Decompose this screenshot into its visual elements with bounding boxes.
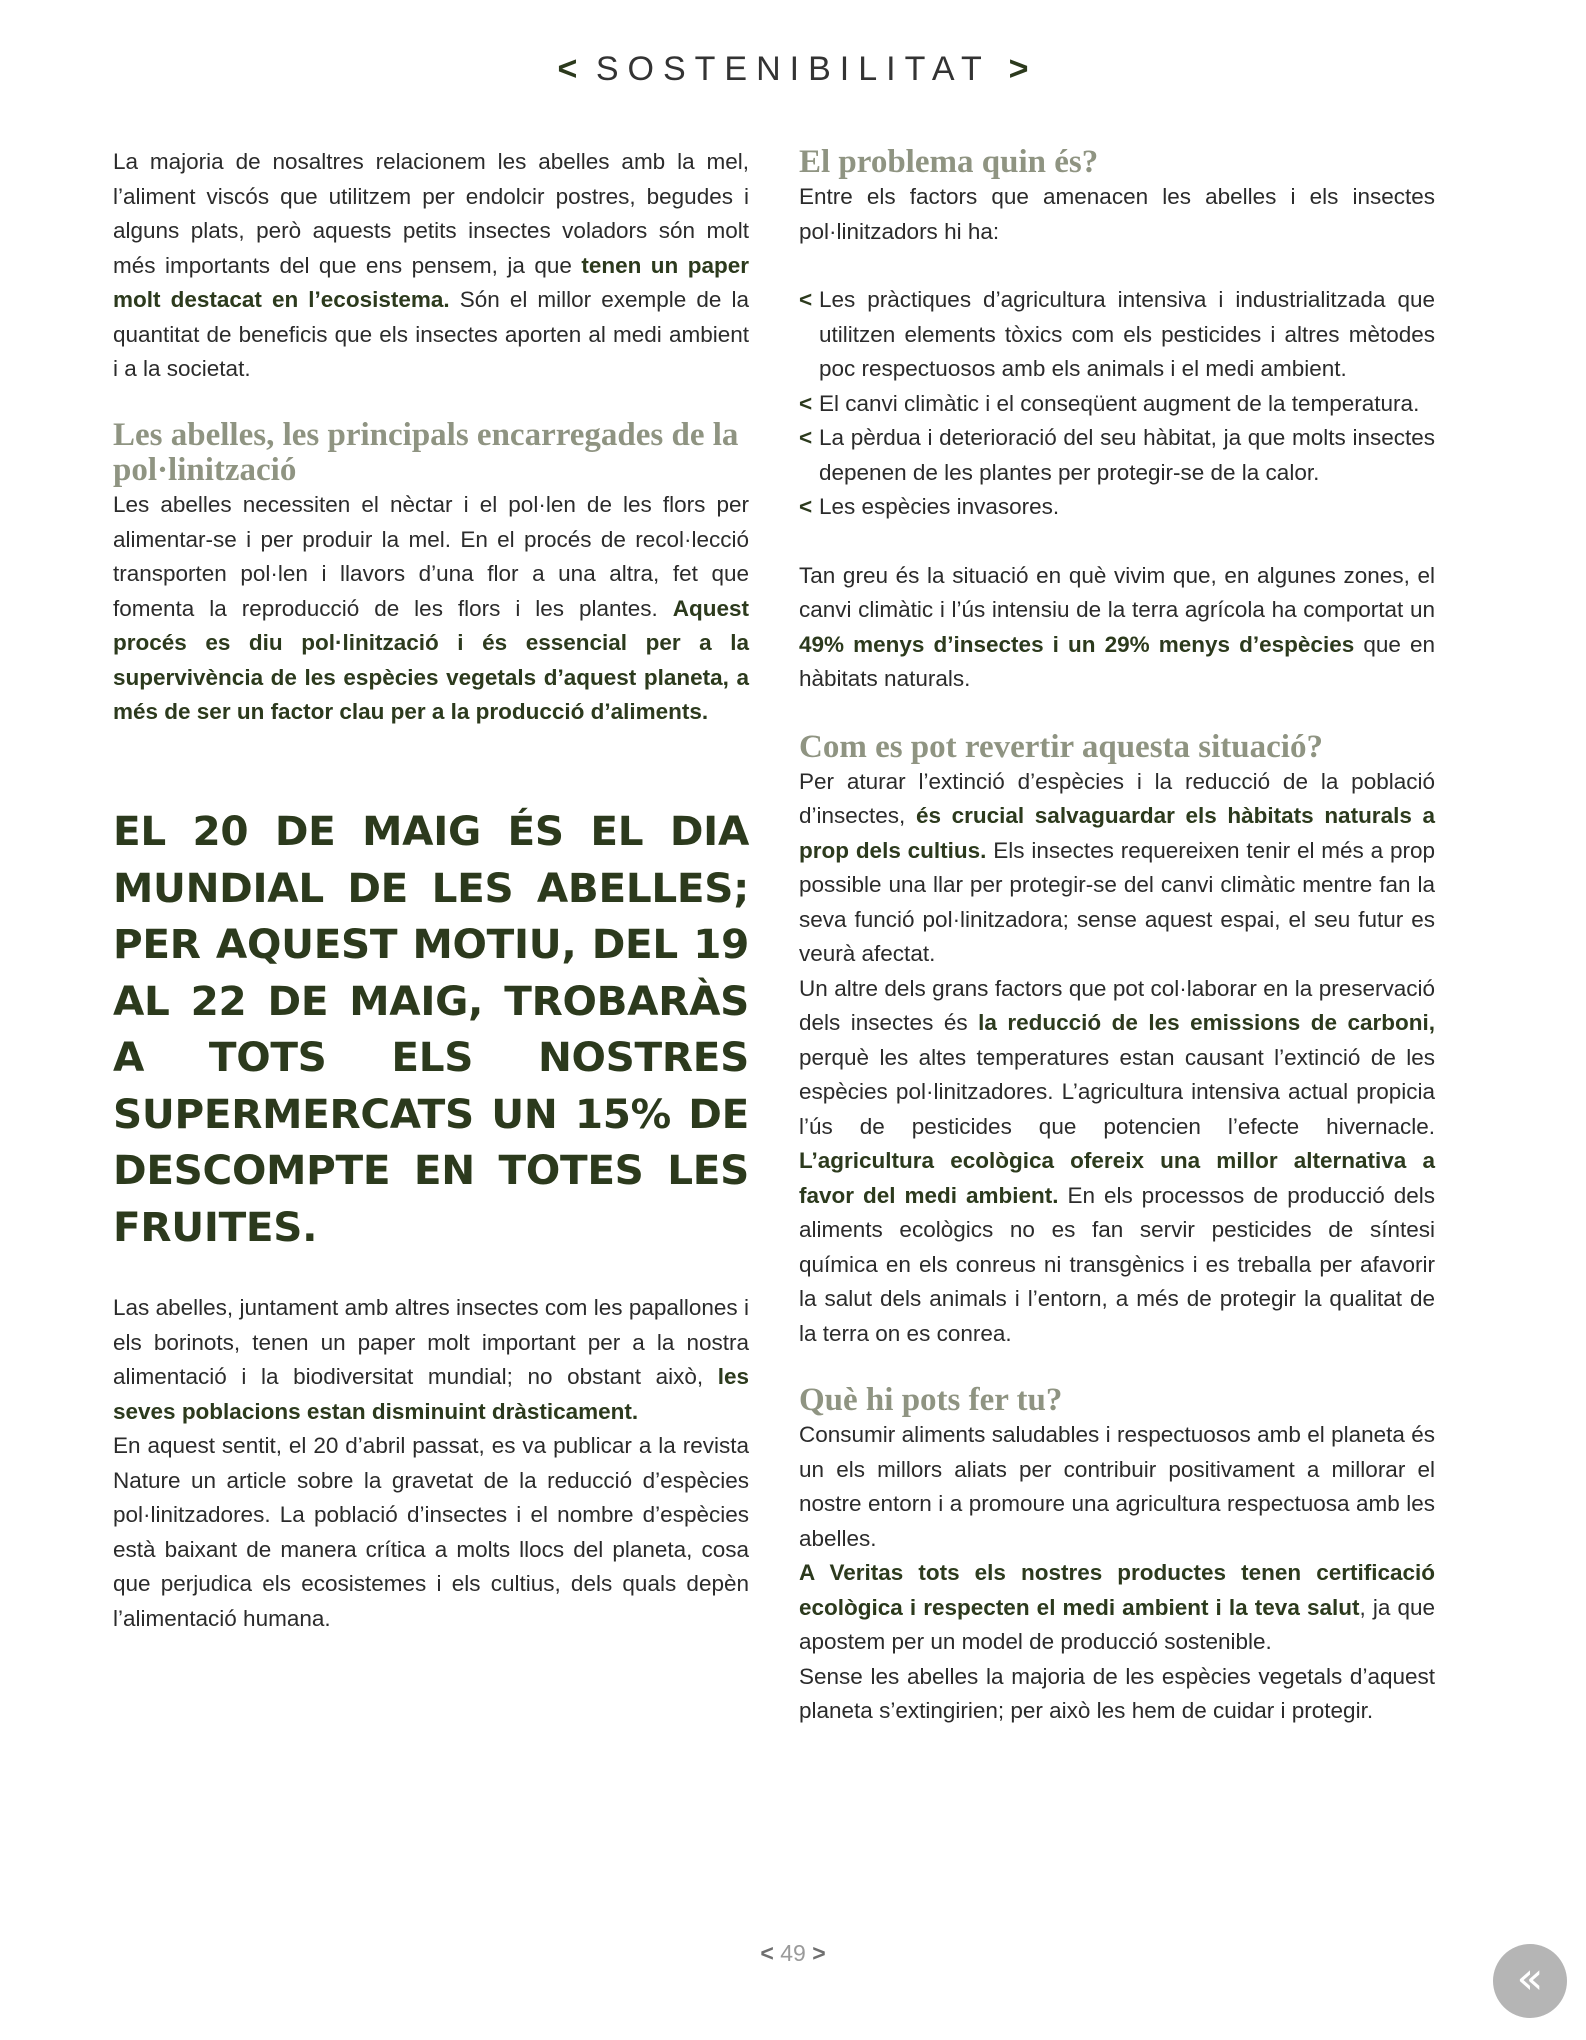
emissions-paragraph bbox=[799, 972, 1435, 1352]
section-heading-reversal: Com es pot revertir aquesta situació? bbox=[799, 728, 1323, 765]
chevron-left-icon: < bbox=[799, 425, 813, 450]
text-run: La majoria de nosaltres relacionem les abelles amb la mel, l’aliment viscós que utilitzem per endolcir postres, begudes i alguns plats, però aquests petits insectes voladors són molt més importants del que ens pensem, ja que bbox=[113, 149, 749, 278]
chevron-left-icon: < bbox=[557, 50, 578, 88]
consumer-paragraph: Consumir aliments saludables i respectuosos amb el planeta és un els millors aliats per contribuir positivament a millorar el nostre entorn i a promoure una agricultura respectuosa amb les abelles. bbox=[799, 1422, 1435, 1551]
double-chevron-left-icon: « bbox=[1516, 1953, 1544, 2004]
veritas-paragraph bbox=[799, 1556, 1435, 1660]
statistics-paragraph bbox=[799, 559, 1435, 697]
text-run: Per aturar l’extinció d’espècies i la reducció de la població d’insectes, bbox=[799, 768, 1435, 828]
emphasis-text: tenen un paper molt destacat en l’ecosistema. bbox=[113, 252, 749, 312]
section-heading-pollination: Les abelles, les principals encarregades de la pol·linització bbox=[113, 417, 739, 488]
threats-list bbox=[799, 283, 1435, 525]
text-run: Els insectes requereixen tenir el més a prop possible una llar per protegir-se del canvi climàtic mentre fan la seva funció pol·linitzadora; sense aquest espai, el seu futur es veurà afectat. bbox=[799, 837, 1436, 966]
chevron-left-icon: < bbox=[799, 494, 813, 519]
promo-highlight: EL 20 DE MAIG ÉS EL DIA MUNDIAL DE LES ABELLES; PER AQUEST MOTIU, DEL 19 AL 22 DE MAIG, TROBARÀS A TOTS ELS NOSTRES SUPERMERCATS UN 15% DE DESCOMPTE EN TOTES LES FRUITES. bbox=[113, 807, 749, 1251]
intro-paragraph bbox=[113, 145, 749, 385]
text-run: Les abelles necessiten el nèctar i el pol·len de les flors per alimentar-se i per produir la mel. En el procés de recol·lecció transporten pol·len i llavors d’una flor a una altra, fet que fomenta la reproducció de les flors i les plantes. bbox=[113, 492, 749, 621]
section-heading-what-to-do: Què hi pots fer tu? bbox=[799, 1382, 1063, 1418]
text-run: que en hàbitats naturals. bbox=[799, 631, 1436, 691]
emphasis-text: L’agricultura ecològica ofereix una millor alternativa a favor del medi ambient. bbox=[799, 1148, 1435, 1208]
emphasis-text: 49% menys d’insectes i un 29% menys d’espècies bbox=[799, 631, 1355, 657]
chevron-right-icon: > bbox=[812, 1940, 826, 1966]
text-run: Un altre dels grans factors que pot col·laborar en la preservació dels insectes és bbox=[799, 975, 1435, 1035]
pollination-paragraph bbox=[113, 488, 749, 761]
chevron-left-icon: < bbox=[760, 1940, 774, 1966]
page-number: 49 bbox=[780, 1940, 806, 1966]
text-run: En els processos de producció dels aliments ecològics no es fan servir pesticides de síntesi química en els conreus ni transgènics i es treballa per afavorir la salut dels animals i l’entorn, a més de protegir la qualitat de la terra on es conrea. bbox=[799, 1182, 1436, 1346]
list-item: < Les espècies invasores. bbox=[799, 490, 1435, 525]
closing-paragraph: Sense les abelles la majoria de les espècies vegetals d’aquest planeta s’extingirien; per això les hem de cuidar i protegir. bbox=[799, 1663, 1435, 1723]
chevron-left-icon: < bbox=[799, 287, 813, 312]
emphasis-text: la reducció de les emissions de carboni, bbox=[978, 1010, 1435, 1035]
nature-article-paragraph: En aquest sentit, el 20 d’abril passat, es va publicar a la revista Nature un article sobre la gravetat de la reducció d’espècies pol·linitzadores. La població d’insectes i el nombre d’espècies està baixant de manera crítica a molts llocs del planeta, cosa que perjudica els ecosistemes i els cultius, dels quals depèn l’alimentació humana. bbox=[113, 1433, 749, 1631]
emphasis-text: Aquest procés es diu pol·linització i és essencial per a la supervivència de les espècies vegetals d’aquest planeta, a més de ser un factor clau per a la producció d’aliments. bbox=[113, 595, 749, 724]
right-column bbox=[799, 145, 1435, 1729]
list-item: < El canvi climàtic i el conseqüent augment de la temperatura. bbox=[799, 387, 1435, 422]
list-item: < La pèrdua i deterioració del seu hàbitat, ja que molts insectes depenen de les plantes per protegir-se de la calor. bbox=[799, 421, 1435, 490]
text-run: perquè les altes temperatures estan causant l’extinció de les espècies pol·linitzadores. L’agricultura intensiva actual propicia l’ús de pesticides que potencien l’efecte hivernacle. bbox=[799, 1044, 1435, 1139]
emphasis-text: és crucial salvaguardar els hàbitats naturals a prop dels cultius. bbox=[799, 803, 1435, 863]
section-header bbox=[0, 50, 1586, 89]
text-run: Las abelles, juntament amb altres insectes com les papallones i els borinots, tenen un paper molt important per a la nostra alimentació i la biodiversitat mundial; no obstant això, bbox=[113, 1295, 749, 1389]
left-column bbox=[113, 145, 749, 1636]
chevron-right-icon: > bbox=[1008, 50, 1029, 88]
page-number-footer bbox=[0, 1940, 1586, 1967]
list-item: < Les pràctiques d’agricultura intensiva i industrialitzada que utilitzen elements tòxics com els pesticides i altres mètodes poc respectuosos amb els animals i el medi ambient. bbox=[799, 283, 1435, 387]
section-heading-problem: El problema quin és? bbox=[799, 144, 1099, 180]
back-button[interactable] bbox=[1493, 1944, 1567, 2018]
emphasis-text: A Veritas tots els nostres productes tenen certificació ecològica i respecten el medi ambient i la teva salut bbox=[799, 1560, 1435, 1620]
text-run: Són el millor exemple de la quantitat de beneficis que els insectes aporten al medi ambient i a la societat. bbox=[113, 287, 749, 381]
threats-intro-paragraph: Entre els factors que amenacen les abelles i els insectes pol·linitzadors hi ha: bbox=[799, 184, 1435, 244]
text-run: Tan greu és la situació en què vivim que, en algunes zones, el canvi climàtic i l’ús intensiu de la terra agrícola ha comportat un bbox=[799, 562, 1435, 622]
emphasis-text: les seves poblacions estan disminuint dràsticament. bbox=[113, 1364, 749, 1424]
habitats-paragraph bbox=[799, 765, 1435, 972]
text-run: , ja que apostem per un model de producció sostenible. bbox=[799, 1594, 1435, 1654]
section-title: SOSTENIBILITAT bbox=[595, 50, 991, 88]
decline-paragraph bbox=[113, 1291, 749, 1429]
chevron-left-icon: < bbox=[799, 390, 813, 416]
